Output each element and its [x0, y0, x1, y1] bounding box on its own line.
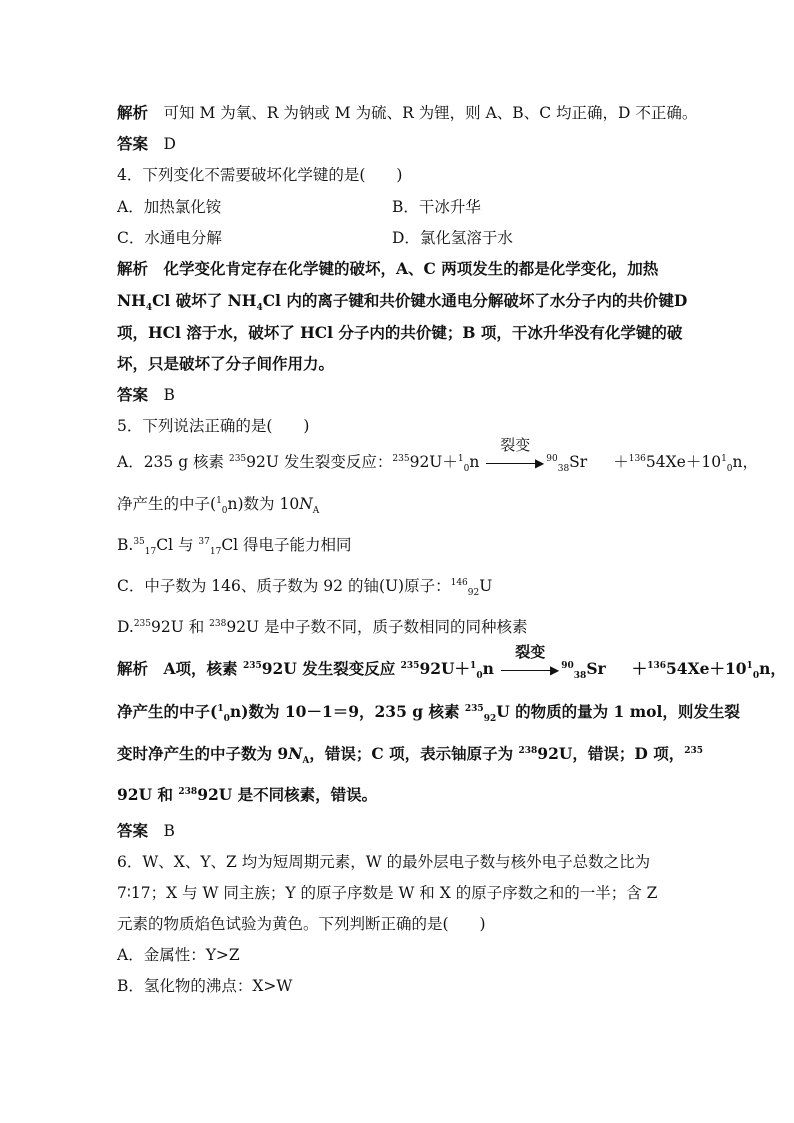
- subscript: 0: [476, 671, 483, 682]
- superscript: 235: [400, 660, 420, 671]
- superscript: 136: [628, 453, 646, 464]
- text: Cl 与: [156, 536, 199, 554]
- text: Sr: [569, 453, 588, 471]
- subscript: A: [302, 756, 310, 767]
- fission-arrow: [486, 436, 545, 470]
- text: 净产生的中子(: [117, 495, 217, 513]
- q4-option-b: B．干冰升华: [392, 198, 481, 216]
- avogadro-symbol: N: [288, 744, 303, 763]
- q5-answer-line: [117, 821, 175, 841]
- arrow-label: 裂变: [515, 643, 546, 661]
- arrow-shaft: [486, 463, 536, 464]
- subscript: 38: [573, 671, 587, 682]
- superscript: 1: [746, 660, 753, 671]
- analysis-label: 解析: [117, 103, 149, 122]
- text: 54Xe＋10: [645, 453, 722, 471]
- subscript: 92: [483, 714, 497, 725]
- q6-option-a: A．金属性：Y>Z: [117, 946, 240, 964]
- q4-analysis-line-1: [117, 259, 658, 279]
- q5-analysis-line-1: [117, 643, 786, 682]
- q6-option-b: B．氢化物的沸点：X>W: [117, 977, 293, 995]
- text: ，错误；C 项，表示铀原子为: [309, 744, 519, 763]
- q5-option-b: [117, 535, 352, 558]
- superscript: 238: [209, 618, 227, 629]
- text: ＋: [613, 453, 629, 471]
- subscript: 17: [209, 547, 222, 558]
- subscript: 0: [463, 464, 470, 475]
- superscript: 238: [178, 786, 198, 797]
- subscript: 38: [557, 464, 570, 475]
- q6-stem-line-2: 7∶17；X 与 W 同主族；Y 的原子序数是 W 和 X 的原子序数之和的一半；含 Z: [117, 884, 658, 902]
- superscript: 90: [561, 660, 574, 671]
- superscript: 37: [198, 536, 210, 547]
- answer-value: D: [163, 135, 176, 153]
- superscript: 235: [228, 453, 247, 464]
- q4-option-d: D．氯化氢溶于水: [392, 229, 513, 247]
- text: Cl 内的离子键和共价键水通电分解破坏了水分子内的共价键D: [262, 291, 688, 310]
- q5-analysis-line-3: [117, 744, 704, 767]
- text: n)数为 10: [227, 495, 300, 513]
- text: 92U＋: [419, 659, 471, 678]
- text: 92U＋: [409, 453, 458, 471]
- q4-analysis-line-4: 坏，只是破坏了分子间作用力。: [117, 354, 335, 373]
- answer-label: 答案: [117, 134, 149, 153]
- text: A．235 g 核素: [117, 453, 229, 471]
- answer-label: 答案: [117, 821, 149, 840]
- superscript: 235: [242, 660, 262, 671]
- text: NH: [117, 291, 146, 310]
- superscript: 35: [133, 536, 145, 547]
- text: U 的物质的量为 1 mol，则发生裂: [496, 702, 740, 721]
- q4-answer-line: [117, 385, 175, 405]
- q6-stem-line-3: 元素的物质焰色试验为黄色。下列判断正确的是( ): [117, 915, 486, 933]
- superscript: 238: [518, 745, 538, 756]
- text: D.: [117, 618, 134, 636]
- q5-analysis-line-2: [117, 702, 740, 725]
- superscript: 1: [721, 453, 727, 464]
- q5-analysis-line-4: [117, 785, 377, 805]
- text: ＋: [631, 659, 648, 678]
- q4-option-c: C．水通电分解: [117, 229, 222, 247]
- subscript: 0: [223, 714, 230, 725]
- q3-answer-line: [117, 134, 176, 154]
- q3-analysis-line: [117, 103, 697, 123]
- text: Cl 破坏了 NH: [152, 291, 257, 310]
- text: n，: [759, 659, 786, 678]
- avogadro-symbol: N: [299, 495, 313, 513]
- superscript: 235: [684, 745, 704, 756]
- q5-option-a: [117, 436, 759, 475]
- text: Cl 得电子能力相同: [221, 536, 352, 554]
- analysis-label: 解析: [117, 659, 149, 678]
- analysis-text: 可知 M 为氧、R 为钠或 M 为硫、R 为锂，则 A、B、C 均正确，D 不正确。: [163, 104, 698, 122]
- q4-stem: 4．下列变化不需要破坏化学键的是( ): [117, 166, 403, 184]
- text: Sr: [586, 659, 606, 678]
- q5-option-d: [117, 617, 528, 637]
- text: n，: [732, 453, 759, 471]
- subscript: 4: [256, 303, 263, 314]
- fission-arrow: [501, 643, 560, 677]
- q4-analysis-line-3: 项，HCl 溶于水，破坏了 HCl 分子内的共价键；B 项，干冰升华没有化学键的破: [117, 323, 683, 342]
- text: C．中子数为 146、质子数为 92 的铀(U)原子：: [117, 577, 451, 595]
- text: 92U 是不同核素，错误。: [197, 785, 378, 804]
- superscript: 1: [457, 453, 464, 464]
- superscript: 1: [470, 660, 477, 671]
- answer-value: B: [163, 386, 175, 404]
- superscript: 235: [133, 618, 151, 629]
- text: 变时净产生的中子数为 9: [117, 744, 289, 763]
- subscript: 4: [145, 303, 153, 314]
- superscript: 1: [216, 495, 222, 506]
- answer-value: B: [163, 822, 175, 840]
- text: 54Xe＋10: [666, 659, 747, 678]
- analysis-label: 解析: [117, 259, 149, 278]
- text: n)数为 10－1＝9，235 g 核素: [229, 702, 465, 721]
- subscript: 0: [752, 671, 760, 682]
- text: n: [469, 453, 480, 471]
- subscript: A: [312, 506, 320, 517]
- q5-stem: 5．下列说法正确的是( ): [117, 417, 310, 435]
- arrow-head-icon: ▶: [550, 663, 560, 677]
- q4-option-a: A．加热氯化铵: [117, 198, 222, 216]
- q5-option-a-cont: [117, 494, 320, 517]
- text: 92U 发生裂变反应：: [246, 453, 393, 471]
- subscript: 0: [726, 464, 733, 475]
- q6-stem-line-1: 6．W、X、Y、Z 均为短周期元素，W 的最外层电子数与核外电子总数之比为: [117, 853, 651, 871]
- text: 92U，错误；D 项，: [537, 744, 685, 763]
- text: 92U 和: [117, 785, 179, 804]
- arrow-head-icon: ▶: [535, 456, 545, 470]
- subscript: 17: [144, 547, 157, 558]
- superscript: 136: [647, 660, 667, 671]
- superscript: 235: [464, 703, 484, 714]
- subscript: 92: [467, 588, 480, 599]
- arrow-label: 裂变: [500, 436, 531, 454]
- text: 92U 发生裂变反应: [261, 659, 401, 678]
- superscript: 235: [392, 453, 410, 464]
- arrow-shaft: [501, 670, 551, 671]
- text: n: [482, 659, 494, 678]
- superscript: 146: [450, 577, 468, 588]
- analysis-text: 化学变化肯定存在化学键的破坏，A、C 两项发生的都是化学变化，加热: [163, 259, 659, 278]
- text: 92U 和: [151, 618, 210, 636]
- text: 净产生的中子(: [117, 702, 218, 721]
- text: 92U 是中子数不同，质子数相同的同种核素: [226, 618, 528, 636]
- text: A项，核素: [163, 659, 243, 678]
- text: U: [479, 577, 493, 595]
- text: B.: [117, 536, 134, 554]
- q5-option-c: [117, 576, 493, 599]
- q4-analysis-line-2: [117, 291, 688, 314]
- subscript: 0: [221, 506, 228, 517]
- superscript: 90: [546, 453, 558, 464]
- superscript: 1: [217, 703, 224, 714]
- answer-label: 答案: [117, 385, 149, 404]
